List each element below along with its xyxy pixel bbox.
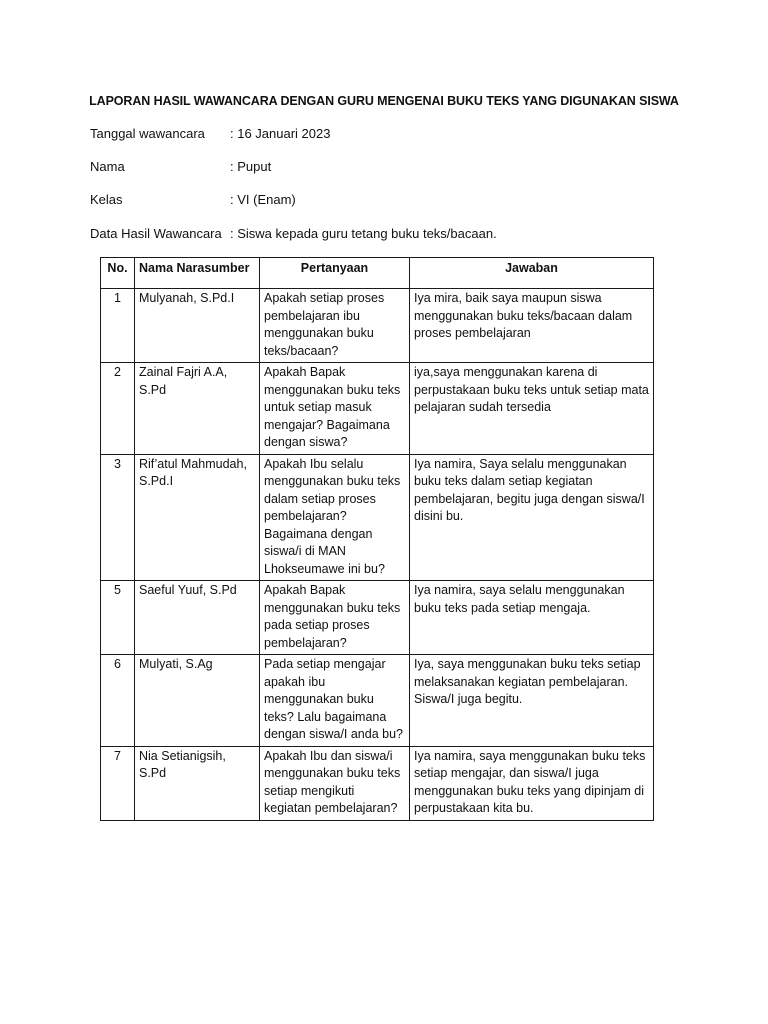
cell-nama: Nia Setianigsih, S.Pd <box>135 746 260 820</box>
cell-nama: Mulyati, S.Ag <box>135 655 260 747</box>
cell-no: 7 <box>101 746 135 820</box>
table-row <box>101 454 654 581</box>
cell-no: 3 <box>101 454 135 581</box>
header-jawaban: Jawaban <box>410 258 654 289</box>
cell-no: 1 <box>101 289 135 363</box>
cell-nama: Saeful Yuuf, S.Pd <box>135 581 260 655</box>
cell-pertanyaan: Apakah Ibu selalu menggunakan buku teks dalam setiap proses pembelajaran? Bagaimana dengan siswa/i di MAN Lhokseumawe ini bu? <box>260 454 410 581</box>
info-value-data-hasil: : Siswa kepada guru tetang buku teks/bacaan. <box>230 226 497 241</box>
cell-no: 5 <box>101 581 135 655</box>
info-value-tanggal: : 16 Januari 2023 <box>230 126 331 141</box>
info-value-nama: : Puput <box>230 159 272 174</box>
info-value-kelas: : VI (Enam) <box>230 192 296 207</box>
cell-no: 2 <box>101 363 135 455</box>
cell-nama: Mulyanah, S.Pd.I <box>135 289 260 363</box>
header-no: No. <box>101 258 135 289</box>
table-header-row <box>101 258 654 289</box>
cell-jawaban: Iya, saya menggunakan buku teks setiap melaksanakan kegiatan pembelajaran. Siswa/I juga begitu. <box>410 655 654 747</box>
table-row <box>101 289 654 363</box>
cell-jawaban: Iya namira, Saya selalu menggunakan buku teks dalam setiap kegiatan pembelajaran, begitu juga dengan siswa/I disini bu. <box>410 454 654 581</box>
cell-jawaban: Iya namira, saya menggunakan buku teks setiap mengajar, dan siswa/I juga menggunakan buku teks yang dipinjam di perpustakaan kita bu. <box>410 746 654 820</box>
info-label-kelas: Kelas <box>90 192 123 207</box>
cell-jawaban: Iya mira, baik saya maupun siswa menggunakan buku teks/bacaan dalam proses pembelajaran <box>410 289 654 363</box>
cell-jawaban: Iya namira, saya selalu menggunakan buku teks pada setiap mengaja. <box>410 581 654 655</box>
table-row <box>101 581 654 655</box>
cell-nama: Rif’atul Mahmudah, S.Pd.I <box>135 454 260 581</box>
cell-jawaban: iya,saya menggunakan karena di perpustakaan buku teks untuk setiap mata pelajaran sudah tersedia <box>410 363 654 455</box>
document-title: LAPORAN HASIL WAWANCARA DENGAN GURU MENGENAI BUKU TEKS YANG DIGUNAKAN SISWA <box>89 94 679 108</box>
cell-pertanyaan: Apakah Bapak menggunakan buku teks pada setiap proses pembelajaran? <box>260 581 410 655</box>
cell-pertanyaan: Pada setiap mengajar apakah ibu menggunakan buku teks? Lalu bagaimana dengan siswa/I anda bu? <box>260 655 410 747</box>
info-label-tanggal: Tanggal wawancara <box>90 126 205 141</box>
cell-no: 6 <box>101 655 135 747</box>
table-row <box>101 655 654 747</box>
cell-pertanyaan: Apakah setiap proses pembelajaran ibu menggunakan buku teks/bacaan? <box>260 289 410 363</box>
info-label-nama: Nama <box>90 159 125 174</box>
cell-pertanyaan: Apakah Ibu dan siswa/i menggunakan buku teks setiap mengikuti kegiatan pembelajaran? <box>260 746 410 820</box>
table-row <box>101 746 654 820</box>
header-nama-narasumber: Nama Narasumber <box>135 258 260 289</box>
cell-pertanyaan: Apakah Bapak menggunakan buku teks untuk setiap masuk mengajar? Bagaimana dengan siswa? <box>260 363 410 455</box>
table-row <box>101 363 654 455</box>
info-label-data-hasil: Data Hasil Wawancara <box>90 226 222 241</box>
cell-nama: Zainal Fajri A.A, S.Pd <box>135 363 260 455</box>
header-pertanyaan: Pertanyaan <box>260 258 410 289</box>
interview-table <box>100 257 654 821</box>
